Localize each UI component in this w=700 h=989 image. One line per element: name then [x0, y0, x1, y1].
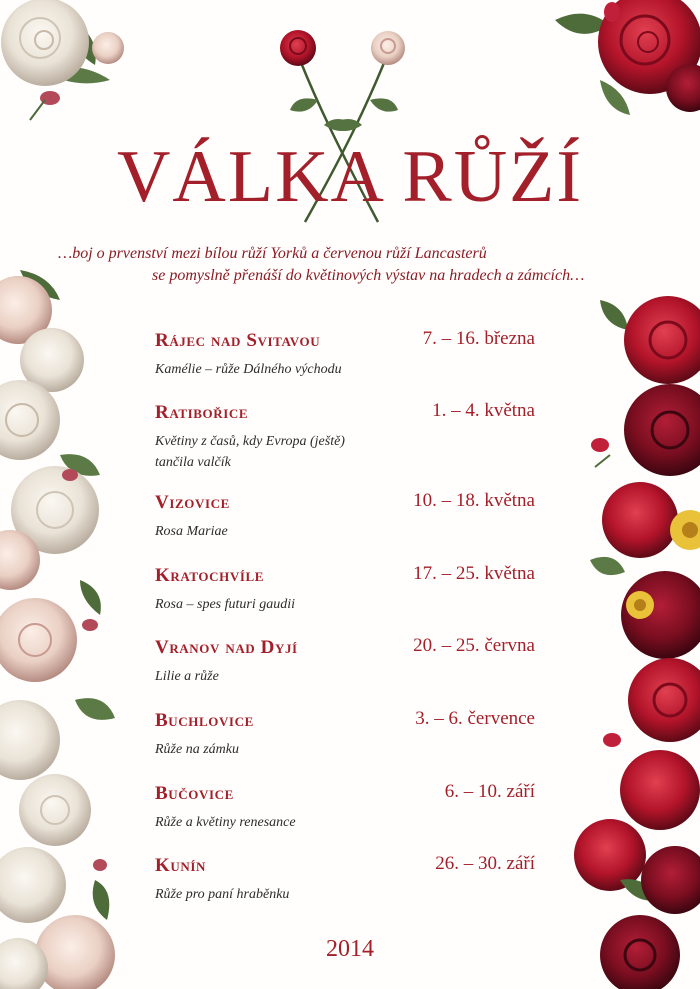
event-name: Vranov nad Dyjí: [155, 637, 298, 658]
poster-subtitle: [0, 243, 700, 287]
event-name: Buchlovice: [155, 710, 254, 731]
event-date: 17. – 25. května: [413, 563, 535, 584]
event-description: Růže a květiny renesance: [155, 815, 296, 830]
white-roses-border-icon: [0, 270, 115, 989]
event-description: Rosa – spes futuri gaudii: [155, 597, 296, 612]
event-name: Ratibořice: [155, 402, 249, 423]
white-roses-top-left: [1, 0, 124, 120]
event-date: 20. – 25. června: [413, 635, 535, 656]
poster-title: VÁLKA RŮŽÍ: [116, 136, 584, 218]
event-description: Lilie a růže: [155, 669, 219, 684]
subtitle-line-2: se pomyslně přenáší do květinových výstav na hradech a zámcích…: [152, 267, 585, 284]
event-description: Květiny z časů, kdy Evropa (ještě) tančila valčík: [155, 434, 345, 470]
event-name: Rájec nad Svitavou: [155, 330, 321, 351]
poster-year: 2014: [326, 936, 374, 962]
event-description: Kamélie – růže Dálného východu: [155, 362, 342, 377]
event-date: 3. – 6. července: [415, 708, 535, 729]
event-description: Rosa Mariae: [155, 524, 228, 539]
event-date: 26. – 30. září: [435, 853, 535, 874]
subtitle-line-1: …boj o prvenství mezi bílou růží Yorků a červenou růží Lancasterů: [58, 245, 487, 262]
event-name: Kratochvíle: [155, 565, 265, 586]
event-date: 1. – 4. května: [432, 400, 535, 421]
red-roses-border-icon: [574, 296, 700, 989]
event-name: Kunín: [155, 855, 207, 876]
event-date: 7. – 16. března: [422, 328, 535, 349]
event-description: Růže pro paní hraběnku: [155, 887, 290, 902]
event-name: Vizovice: [155, 492, 230, 513]
event-name: Bučovice: [155, 783, 234, 804]
event-description: Růže na zámku: [155, 742, 239, 757]
red-roses-top-right: [555, 0, 700, 115]
event-date: 6. – 10. září: [444, 781, 535, 802]
event-date: 10. – 18. května: [413, 490, 535, 511]
